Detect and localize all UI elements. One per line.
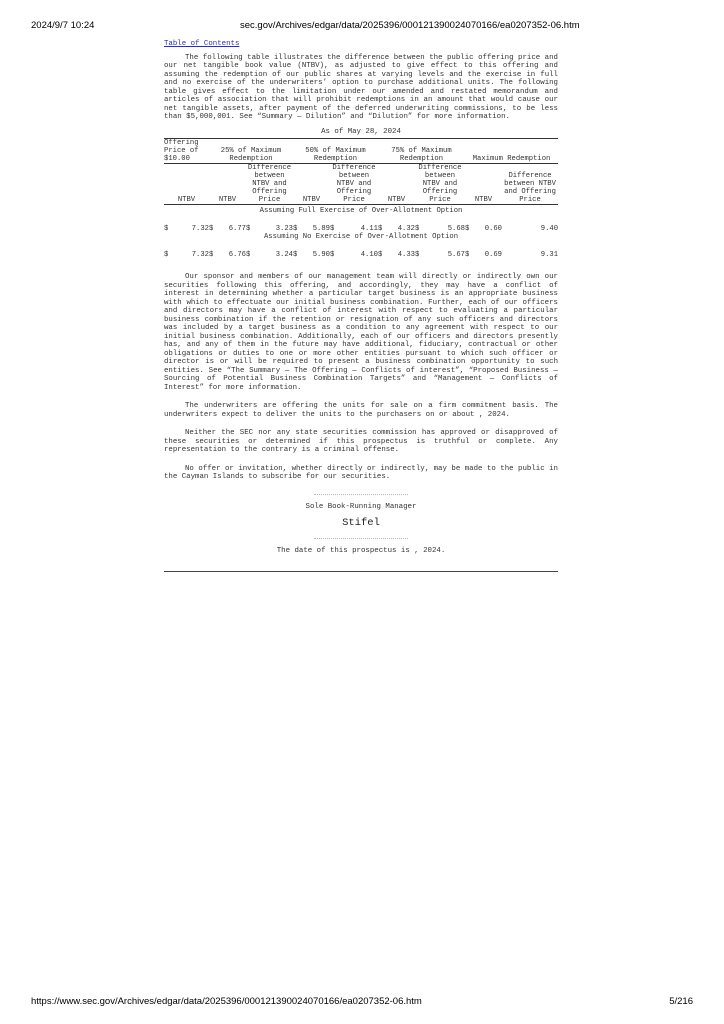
table-cell: $ 5.67 xyxy=(415,251,465,259)
document-page xyxy=(164,40,558,572)
browser-footer xyxy=(0,996,724,1010)
dilution-table xyxy=(164,138,558,259)
divider xyxy=(314,538,408,539)
table-cell: $ 6.76 xyxy=(209,251,246,259)
difference-header: Difference between NTBV and Offering Price xyxy=(502,164,558,205)
section-full-exercise: Assuming Full Exercise of Over-Allotment Option xyxy=(259,207,463,215)
difference-header: Difference between NTBV and Offering Price xyxy=(247,164,292,204)
print-datetime: 2024/9/7 10:24 xyxy=(31,20,95,31)
table-cell: $ 4.10 xyxy=(330,251,378,259)
ntbv-header: NTBV xyxy=(164,164,209,205)
page-bottom-rule xyxy=(164,571,558,572)
ntbv-header: NTBV xyxy=(378,164,415,205)
table-of-contents-link[interactable]: Table of Contents xyxy=(164,40,240,48)
difference-header: Difference between NTBV and Offering Price xyxy=(330,164,378,205)
page-title: sec.gov/Archives/edgar/data/2025396/000121390024070166/ea0207352-06.htm xyxy=(240,20,580,31)
ntbv-header: NTBV xyxy=(465,164,502,205)
table-cell: $ 3.23 xyxy=(246,225,293,233)
offering-price-header: Offering Price of $10.00 xyxy=(164,139,209,164)
prospectus-date: The date of this prospectus is , 2024. xyxy=(276,546,446,555)
table-cell: 9.40 xyxy=(540,225,559,233)
manager-name: Stifel xyxy=(342,517,380,529)
conflicts-paragraph: Our sponsor and members of our management team will directly or indirectly own our securities following this offering, and accordingly, they may have a conflict of interest in determining whether a particular target business is an appropriate business with which to effectuate our initial business combination. Further, each of our officers and directors may have a conflict of interest with respect to evaluating a particular business combination if the retention or resignation of any such officers and directors was included by a target business as a condition to any agreement with respect to our initial business combination. Additionally, each of our officers and directors presently has, and any of them in the future may have additional, fiduciary, contractual or other obligations or duties to one or more other entities pursuant to which such officer or director is or will be required to present a business combination opportunity to such entities. See “The Summary — The Offering — Conflicts of interest”, “Proposed Business — Sourcing of Potential Business Combination Targets” and “Management — Conflicts of Interest” for more information. xyxy=(164,273,558,392)
underwriters-paragraph: The underwriters are offering the units for sale on a firm commitment basis. The underwriters expect to deliver the units to the purchasers on or about , 2024. xyxy=(164,402,558,419)
table-cell: $ 4.32 xyxy=(378,225,415,233)
redemption-75-header: 75% of Maximum Redemption xyxy=(378,139,465,164)
sec-disclaimer-paragraph: Neither the SEC nor any state securities commission has approved or disapproved of these securities or determined if this prospectus is truthful or complete. Any representation to the contrary is a criminal offense. xyxy=(164,429,558,454)
table-title: As of May 28, 2024 xyxy=(321,127,401,136)
redemption-25-header: 25% of Maximum Redemption xyxy=(209,139,293,164)
table-cell: 9.31 xyxy=(540,251,559,259)
difference-header: Difference between NTBV and Offering Price xyxy=(415,164,465,205)
browser-header xyxy=(0,20,724,34)
table-cell: $ 3.24 xyxy=(246,251,293,259)
ntbv-header: NTBV xyxy=(293,164,330,205)
ntbv-header: NTBV xyxy=(209,164,246,205)
table-cell: $ 0.69 xyxy=(465,251,502,259)
cayman-paragraph: No offer or invitation, whether directly or indirectly, may be made to the public in the Cayman Islands to subscribe for our securities. xyxy=(164,464,558,481)
manager-label: Sole Book-Running Manager xyxy=(305,502,417,511)
table-cell: $ 7.32 xyxy=(164,251,209,259)
footer-url: https://www.sec.gov/Archives/edgar/data/2025396/000121390024070166/ea0207352-06.htm xyxy=(31,996,422,1007)
table-cell: $ 5.68 xyxy=(415,225,465,233)
intro-paragraph: The following table illustrates the difference between the public offering price and our net tangible book value (NTBV), as adjusted to give effect to this offering and assuming the redemption of our public shares at varying levels and the exercise in full and no exercise of the underwriters’ option to purchase additional units. The following table gives effect to the limitation under our amended and restated memorandum and articles of association that will prohibit redemptions in an amount that would cause our net tangible assets, after payment of the deferred underwriting commissions, to be less than $5,000,001. See “Summary — Dilution” and “Dilution” for more information. xyxy=(164,53,558,121)
section-no-exercise: Assuming No Exercise of Over-Allotment Option xyxy=(263,233,459,241)
table-cell: $ 4.11 xyxy=(330,225,378,233)
table-cell: $ 7.32 xyxy=(164,225,209,233)
redemption-max-header: Maximum Redemption xyxy=(465,139,558,164)
table-cell: $ 0.60 xyxy=(465,225,502,233)
table-cell: $ 6.77 xyxy=(209,225,246,233)
table-cell: $ 5.89 xyxy=(293,225,330,233)
table-cell: $ 5.90 xyxy=(293,251,330,259)
divider xyxy=(314,494,408,495)
redemption-50-header: 50% of Maximum Redemption xyxy=(293,139,378,164)
table-cell: $ 4.33 xyxy=(378,251,415,259)
page-count: 5/216 xyxy=(669,996,693,1007)
